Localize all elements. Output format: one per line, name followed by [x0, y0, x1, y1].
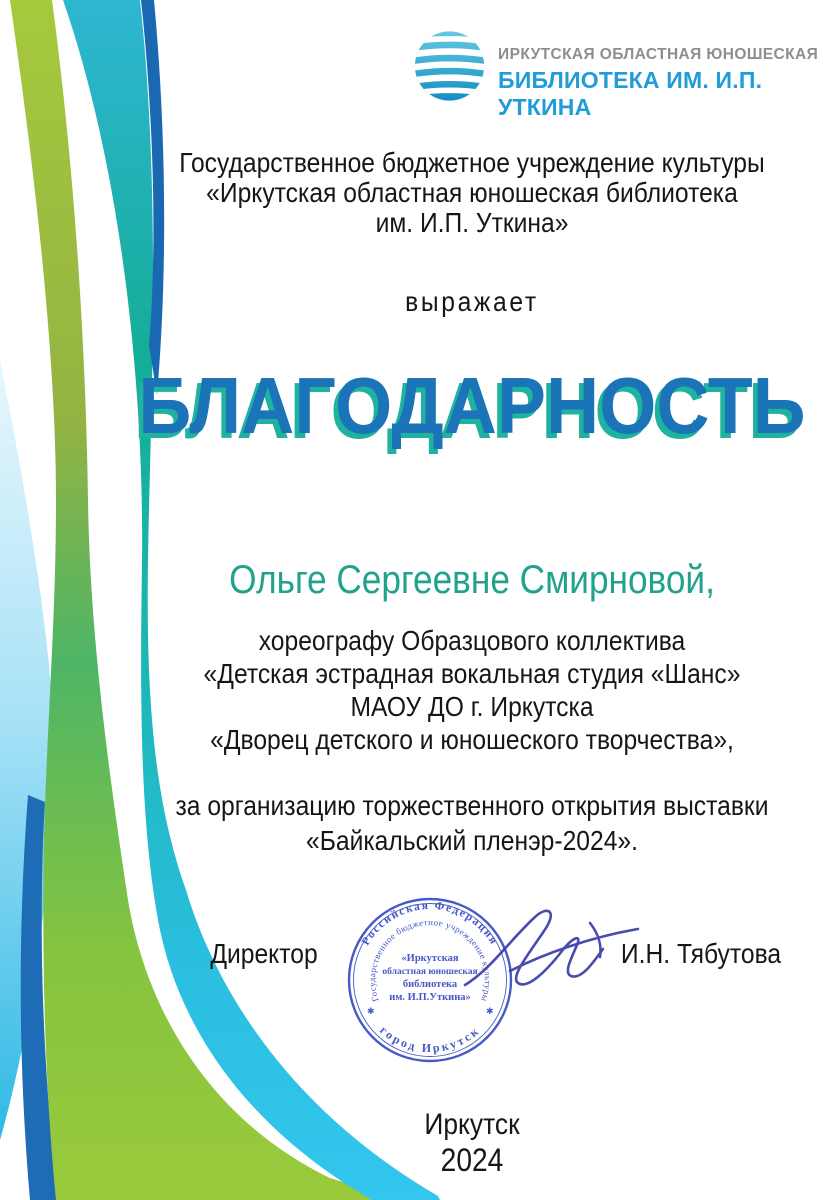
- stamp-center-line: библиотека: [402, 979, 458, 990]
- stamp-center-line: им. И.П.Уткина»: [389, 992, 471, 1003]
- recipient-description-line: «Детская эстрадная вокальная студия «Шанс»: [203, 658, 741, 689]
- director-signature-autograph: [440, 885, 660, 1015]
- stamp-ring-bottom-text: город Иркутск: [377, 1023, 483, 1056]
- award-reason-line: за организацию торжественного открытия выставки: [175, 790, 769, 821]
- signer-role-label: Директор: [210, 938, 318, 969]
- logo-subtitle: ИРКУТСКАЯ ОБЛАСТНАЯ ЮНОШЕСКАЯ: [498, 46, 819, 63]
- footer-year: 2024: [440, 1142, 504, 1178]
- organization-name: [149, 148, 795, 238]
- recipient-description-line: МАОУ ДО г. Иркутска: [350, 691, 594, 722]
- signer-name: И.Н. Тябутова: [620, 938, 782, 969]
- footer-city: Иркутск: [424, 1108, 520, 1141]
- svg-text:город Иркутск: [377, 1023, 482, 1055]
- recipient-description: [149, 624, 795, 756]
- organization-line: Государственное бюджетное учреждение культуры: [179, 147, 765, 178]
- stamp-ring-middle-text: Государственное бюджетное учреждение культуры: [366, 917, 494, 1004]
- certificate-title: БЛАГОДАРНОСТЬ: [138, 361, 806, 450]
- award-reason-line: «Байкальский пленэр-2024».: [306, 825, 638, 856]
- stamp-star-left: ✱: [367, 1006, 375, 1016]
- recipient-description-line: хореографу Образцового коллектива: [258, 625, 686, 656]
- recipient-description-line: «Дворец детского и юношеского творчества»,: [210, 724, 734, 755]
- logo-title: БИБЛИОТЕКА ИМ. И.П. УТКИНА: [498, 67, 763, 120]
- expresses-label: выражает: [405, 286, 539, 317]
- organization-line: «Иркутская областная юношеская библиотека: [206, 177, 738, 208]
- recipient-name: Ольге Сергеевне Смирновой,: [229, 558, 715, 602]
- stamp-center-line: «Иркутская: [401, 953, 459, 964]
- award-reason: [149, 788, 795, 858]
- stamp-center-line: областная юношеская: [382, 967, 478, 977]
- stamp-ring-top-text: Российская Федерация: [359, 899, 501, 948]
- stamp-star-right: ✱: [486, 1006, 494, 1016]
- organization-line: им. И.П. Уткина»: [375, 207, 569, 238]
